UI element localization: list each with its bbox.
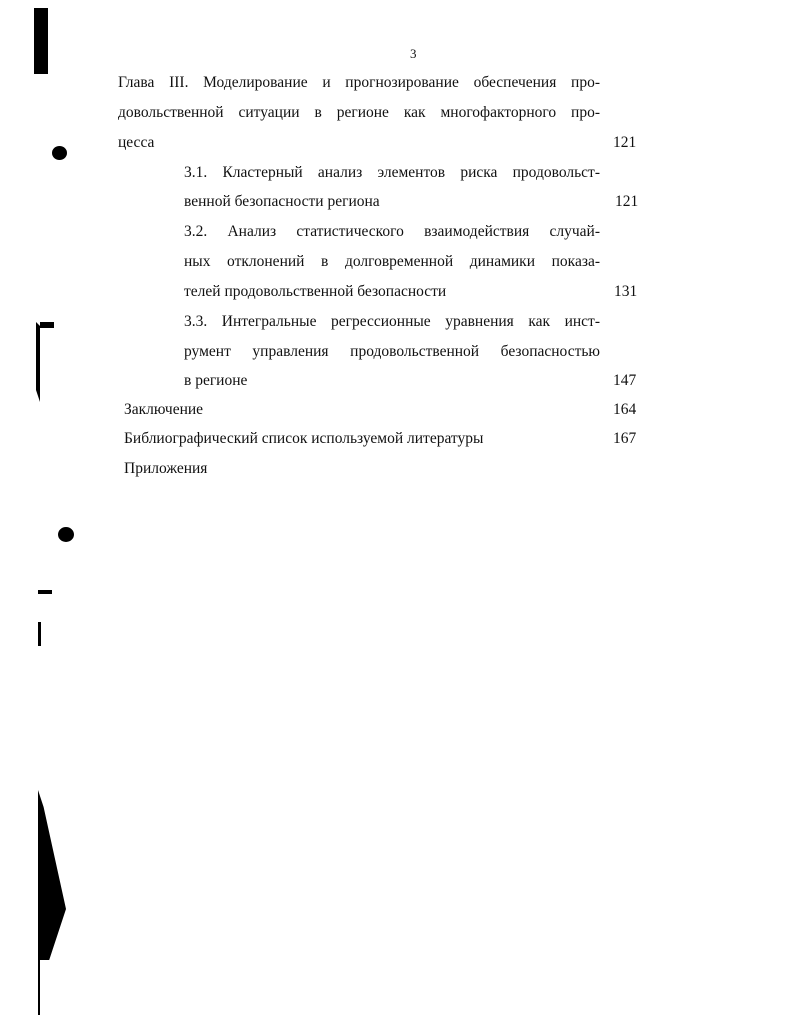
toc-page-number: 121 (615, 193, 639, 210)
scan-artifact-edge-mark (36, 322, 40, 402)
scan-artifact-binding-bar (34, 8, 48, 74)
toc-section-line: венной безопасности региона (184, 193, 380, 210)
toc-chapter-line: довольственной ситуации в регионе как многофакторного про- (118, 104, 600, 121)
toc-section-line: 3.3. Интегральные регрессионные уравнения как инст- (184, 313, 600, 330)
toc-page-number: 147 (613, 372, 637, 389)
toc-page-number: 167 (613, 430, 637, 447)
toc-section-line: в регионе (184, 372, 248, 389)
scan-artifact-punch-hole-bottom (58, 527, 74, 542)
toc-section-line: румент управления продовольственной безопасностью (184, 343, 600, 360)
scan-artifact-edge-mark (38, 590, 52, 594)
scan-artifact-punch-hole-top (52, 146, 67, 160)
toc-section-line: ных отклонений в долговременной динамики показа- (184, 253, 600, 270)
page-number: 3 (410, 46, 417, 61)
toc-page-number: 121 (613, 134, 637, 151)
toc-chapter-line: цесса (118, 134, 155, 151)
toc-appendices: Приложения (124, 460, 208, 477)
toc-chapter-line: Глава III. Моделирование и прогнозирование обеспечения про- (118, 74, 600, 91)
toc-section-line: 3.2. Анализ статистического взаимодействия случай- (184, 223, 600, 240)
scan-artifact-edge-shadow (38, 790, 66, 960)
toc-conclusion: Заключение (124, 401, 204, 418)
toc-page-number: 131 (614, 283, 638, 300)
scan-artifact-edge-line (38, 960, 40, 1015)
scan-artifact-edge-mark (38, 622, 41, 646)
scan-artifact-edge-mark (40, 322, 54, 328)
toc-bibliography: Библиографический список используемой литературы (124, 430, 484, 447)
toc-section-line: телей продовольственной безопасности (184, 283, 447, 300)
toc-section-line: 3.1. Кластерный анализ элементов риска продовольст- (184, 164, 600, 181)
toc-page-number: 164 (613, 401, 637, 418)
